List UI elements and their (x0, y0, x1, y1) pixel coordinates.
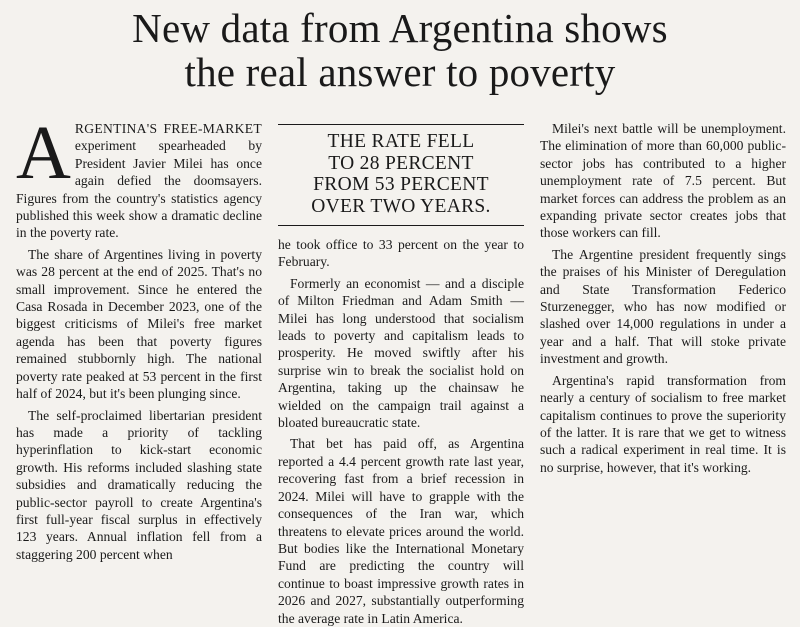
pull-quote-line-3: FROM 53 PERCENT (313, 174, 489, 195)
headline-line-1: New data from Argentina shows (132, 5, 668, 51)
paragraph-3-continued: he took office to 33 percent on the year to February. (278, 237, 524, 270)
paragraph-2: The share of Argentines living in poverty was 28 percent at the end of 2025. That's no small improvement. Since he entered the Casa Rosada in December 2023, one of the biggest criticisms of Milei's free market agenda has been that poverty figures remained stubbornly high. The national poverty rate peaked at 53 percent in the first half of 2024, but it's been plunging since. (16, 246, 262, 402)
paragraph-3: The self-proclaimed libertarian president has made a priority of tackling hyperinflation to kick-start economic growth. His reforms included slashing state subsidies and dramatically reducing the public-sector payroll to create Argentina's first full-year fiscal surplus in effectively 123 years. Annual inflation fell from a staggering 200 percent when (16, 407, 262, 562)
column-2 (278, 120, 524, 626)
drop-cap: A (16, 111, 71, 195)
pull-quote-line-1: THE RATE FELL (327, 131, 475, 152)
pull-quote-line-4: OVER TWO YEARS. (311, 195, 491, 217)
column-3 (540, 120, 786, 565)
pull-quote-line-2: TO 28 PERCENT (328, 152, 474, 174)
column-1 (16, 111, 262, 565)
pull-quote (278, 124, 524, 226)
headline (16, 0, 784, 94)
paragraph-1 (16, 111, 262, 242)
article-columns (16, 111, 786, 626)
paragraph-6: Milei's next battle will be unemployment. The elimination of more than 60,000 public-sector jobs has contributed to a higher unemployment rate of 7.5 percent. But market forces can address the problem as an expanding private sector creates jobs that those workers can fill. (540, 121, 786, 241)
paragraph-7: The Argentine president frequently sings the praises of his Minister of Deregulation and State Transformation Federico Sturzenegger, who has now modified or slashed over 14,000 regulations in under a year and a half. That will stoke private investment and growth. (540, 246, 786, 367)
paragraph-5: That bet has paid off, as Argentina reported a 4.4 percent growth rate last year, recovering fast from a brief recession in 2024. Milei will have to grapple with the consequences of the Iran war, which threatens to elevate prices around the world. But bodies like the International Monetary Fund are predicting the country will continue to boast impressive growth rates in 2026 and 2027, substantially outperforming the average rate in Latin America. (278, 436, 524, 626)
headline-line-2: the real answer to poverty (184, 49, 616, 95)
lead-in-caps: RGENTINA'S FREE-MARKET (74, 121, 262, 136)
paragraph-8: Argentina's rapid transformation from nearly a century of socialism to free market capitalism continues to prove the superiority of the latter. It is rare that we get to witness such a radical experiment in real time. It is no surprise, however, that it's working. (540, 372, 786, 475)
paragraph-4: Formerly an economist — and a disciple of Milton Friedman and Adam Smith — Milei has long understood that socialism leads to poverty and capitalism leads to prosperity. He moved swiftly after his surprise win to break the socialist hold on Argentina, taking up the chainsaw he wielded on the campaign trail against a bloated bureaucratic state. (278, 275, 524, 431)
paragraph-1-text: experiment spearheaded by President Javier Milei has once again defied the doomsayers. Figures from the country's statistics agency published this week show a dramatic decline in the poverty rate. (16, 138, 262, 241)
